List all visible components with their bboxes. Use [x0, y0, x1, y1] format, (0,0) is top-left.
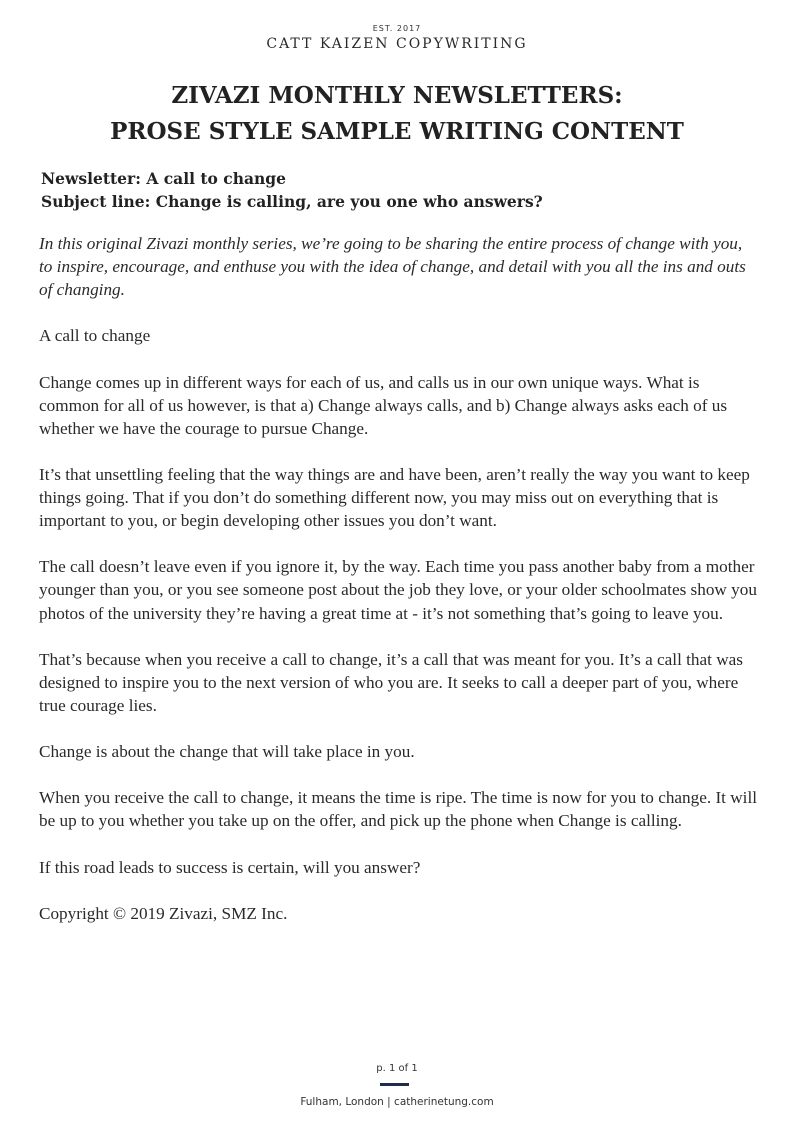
established-label: EST. 2017 — [372, 24, 422, 33]
newsletter-meta — [41, 167, 543, 213]
subject-line: Subject line: Change is calling, are you one who answers? — [41, 192, 543, 211]
closing-question: If this road leads to success is certain, will you answer? — [39, 857, 421, 877]
body-paragraph: When you receive the call to change, it means the time is ripe. The time is now for you to change. It will be up to you whether you take up on the offer, and pick up the phone when Change is calling. — [39, 788, 757, 831]
newsletter-name: Newsletter: A call to change — [41, 169, 287, 188]
page-title — [0, 78, 794, 150]
intro-paragraph: In this original Zivazi monthly series, we’re going to be sharing the entire process of change with you, to inspire, encourage, and enthuse you with the idea of change, and detail with you all the ins and outs of changing. — [39, 234, 746, 300]
footer-address: Fulham, London | catherinetung.com — [300, 1096, 494, 1108]
body-paragraph: Change is about the change that will take place in you. — [39, 742, 415, 762]
brand-name: CATT KAIZEN COPYWRITING — [266, 36, 528, 52]
body-paragraph: That’s because when you receive a call to change, it’s a call that was meant for you. It’s a call that was designed to inspire you to the next version of who you are. It seeks to call a deeper part of you, where true courage lies. — [39, 649, 743, 715]
body-paragraph: It’s that unsettling feeling that the way things are and have been, aren’t really the way you want to keep things going. That if you don’t do something different now, you may miss out on everything that is important to you, or begin developing other issues you don’t want. — [39, 464, 750, 531]
page-number: p. 1 of 1 — [376, 1063, 418, 1074]
newsletter-body — [39, 232, 759, 948]
page-title-line-2: PROSE STYLE SAMPLE WRITING CONTENT — [110, 118, 684, 145]
section-heading: A call to change — [39, 326, 151, 346]
footer-divider — [380, 1083, 409, 1086]
page-title-line-1: ZIVAZI MONTHLY NEWSLETTERS: — [171, 82, 623, 109]
copyright-notice: Copyright © 2019 Zivazi, SMZ Inc. — [39, 903, 288, 923]
body-paragraph: The call doesn’t leave even if you ignore it, by the way. Each time you pass another baby from a mother younger than you, or you see someone post about the job they love, or your older schoolmates show you photos of the university they’re having a great time at - it’s not something that’s going to leave you. — [39, 557, 757, 623]
body-paragraph: Change comes up in different ways for each of us, and calls us in our own unique ways. What is common for all of us however, is that a) Change always calls, and b) Change always asks each of us whether we have the courage to pursue Change. — [39, 372, 728, 438]
